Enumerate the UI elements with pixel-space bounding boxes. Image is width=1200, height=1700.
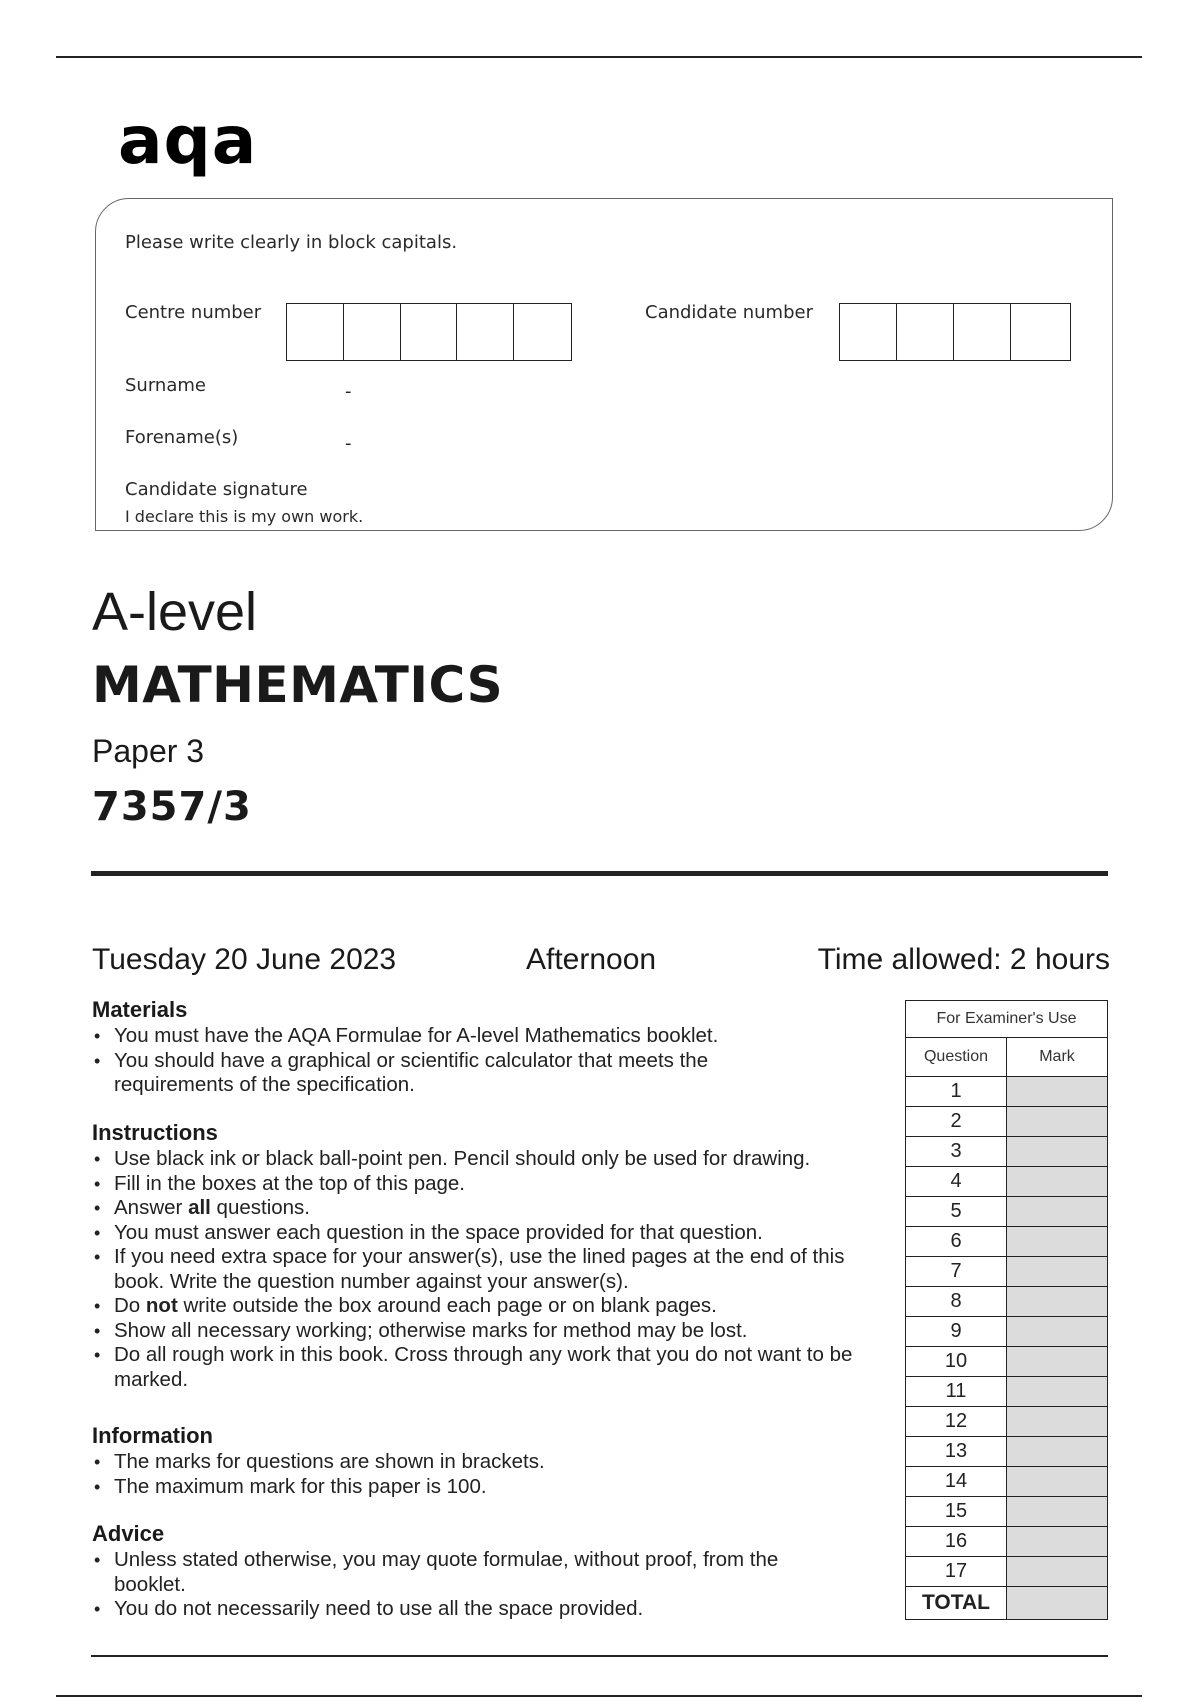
table-row [906, 1197, 1108, 1227]
mark-cell[interactable] [1007, 1347, 1108, 1377]
text-run: write outside the box around each page or on blank pages. [177, 1294, 717, 1318]
question-number-cell: 13 [906, 1437, 1007, 1467]
list-item: • Show all necessary working; otherwise marks for method may be lost. [92, 1319, 892, 1344]
list-item: • Use black ink or black ball-point pen. Pencil should only be used for drawing. [92, 1147, 892, 1172]
subject-title: MATHEMATICS [92, 656, 504, 714]
materials-heading: Materials [92, 997, 188, 1022]
aqa-logo: aqa [118, 102, 258, 179]
question-number-cell: 16 [906, 1527, 1007, 1557]
table-row [906, 1467, 1108, 1497]
total-label: TOTAL [906, 1587, 1007, 1620]
question-number-cell: 14 [906, 1467, 1007, 1497]
question-number-cell: 1 [906, 1077, 1007, 1107]
table-row [906, 1527, 1108, 1557]
table-row [906, 1347, 1108, 1377]
centre-number-digit-box[interactable] [457, 304, 514, 360]
exam-session: Afternoon [526, 943, 657, 976]
list-item: • If you need extra space for your answer(s), use the lined pages at the end of this book. Write the question number against your answer(s). [92, 1245, 854, 1294]
question-number-cell: 3 [906, 1137, 1007, 1167]
mark-cell[interactable] [1007, 1467, 1108, 1497]
table-row [906, 1107, 1108, 1137]
mark-cell[interactable] [1007, 1167, 1108, 1197]
mark-cell[interactable] [1007, 1527, 1108, 1557]
table-row [906, 1227, 1108, 1257]
question-number-cell: 2 [906, 1107, 1007, 1137]
question-number-cell: 11 [906, 1377, 1007, 1407]
list-item: • You do not necessarily need to use all the space provided. [92, 1597, 892, 1622]
list-item [92, 1196, 892, 1221]
list-item: • You should have a graphical or scientific calculator that meets the requirements of the specification. [92, 1049, 764, 1098]
question-number-cell: 17 [906, 1557, 1007, 1587]
question-number-cell: 15 [906, 1497, 1007, 1527]
list-item [92, 1294, 892, 1319]
examiners-use-title: For Examiner's Use [906, 1001, 1108, 1038]
centre-number-digit-box[interactable] [344, 304, 401, 360]
title-divider [91, 871, 1108, 876]
examiners-use-table [905, 1000, 1108, 1620]
bottom-page-rule [56, 1695, 1142, 1697]
advice-section [92, 1521, 892, 1622]
question-number-cell: 12 [906, 1407, 1007, 1437]
information-section [92, 1423, 892, 1499]
total-row [906, 1587, 1108, 1620]
question-number-cell: 7 [906, 1257, 1007, 1287]
text-run: Answer [114, 1196, 189, 1220]
table-row [906, 1167, 1108, 1197]
question-number-cell: 4 [906, 1167, 1007, 1197]
candidate-number-digit-box[interactable] [1011, 304, 1068, 360]
information-heading: Information [92, 1423, 213, 1448]
declaration-text: I declare this is my own work. [125, 507, 364, 526]
text-run: questions. [210, 1196, 311, 1220]
instructions-section [92, 1120, 892, 1392]
candidate-signature-label: Candidate signature [125, 479, 308, 500]
mark-cell[interactable] [1007, 1197, 1108, 1227]
paper-code: 7357/3 [92, 784, 252, 830]
list-item: • Fill in the boxes at the top of this page. [92, 1172, 892, 1197]
table-row [906, 1257, 1108, 1287]
materials-section [92, 997, 892, 1098]
candidate-number-label: Candidate number [645, 302, 813, 323]
list-item: • Do all rough work in this book. Cross through any work that you do not want to be marked. [92, 1343, 894, 1392]
table-row [906, 1377, 1108, 1407]
question-number-cell: 10 [906, 1347, 1007, 1377]
instructions-list [92, 1147, 892, 1392]
centre-number-digit-box[interactable] [514, 304, 571, 360]
mark-cell[interactable] [1007, 1407, 1108, 1437]
mark-cell[interactable] [1007, 1557, 1108, 1587]
question-number-cell: 5 [906, 1197, 1007, 1227]
mark-cell[interactable] [1007, 1377, 1108, 1407]
mark-cell[interactable] [1007, 1497, 1108, 1527]
list-item: • You must answer each question in the space provided for that question. [92, 1221, 892, 1246]
text-run: Do [114, 1294, 146, 1318]
table-row [906, 1287, 1108, 1317]
emphasis-text: not [145, 1294, 178, 1318]
table-row [906, 1317, 1108, 1347]
candidate-number-digit-box[interactable] [840, 304, 897, 360]
advice-heading: Advice [92, 1521, 165, 1546]
candidate-number-boxes[interactable] [839, 303, 1071, 361]
forenames-label: Forename(s) [125, 427, 239, 448]
emphasis-text: all [188, 1196, 211, 1220]
table-row [906, 1497, 1108, 1527]
block-capitals-instruction: Please write clearly in block capitals. [125, 232, 458, 253]
candidate-number-digit-box[interactable] [954, 304, 1011, 360]
question-number-cell: 6 [906, 1227, 1007, 1257]
qualification-level: A-level [92, 582, 258, 642]
centre-number-digit-box[interactable] [401, 304, 458, 360]
forenames-field[interactable]: - [345, 433, 352, 454]
list-item: • Unless stated otherwise, you may quote formulae, without proof, from the booklet. [92, 1548, 854, 1597]
mark-cell[interactable] [1007, 1077, 1108, 1107]
mark-cell[interactable] [1007, 1137, 1108, 1167]
candidate-number-digit-box[interactable] [897, 304, 954, 360]
mark-column-header: Mark [1007, 1038, 1108, 1077]
total-mark-cell[interactable] [1007, 1587, 1108, 1620]
table-row [906, 1407, 1108, 1437]
centre-number-label: Centre number [125, 302, 262, 323]
mark-cell[interactable] [1007, 1317, 1108, 1347]
bottom-divider [91, 1655, 1108, 1657]
table-row [906, 1557, 1108, 1587]
table-row [906, 1137, 1108, 1167]
instructions-heading: Instructions [92, 1120, 218, 1145]
time-allowed: Time allowed: 2 hours [817, 943, 1110, 976]
list-item: • The marks for questions are shown in brackets. [92, 1450, 892, 1475]
exam-date: Tuesday 20 June 2023 [92, 943, 397, 976]
materials-list [92, 1024, 892, 1098]
list-item: • The maximum mark for this paper is 100. [92, 1475, 892, 1500]
table-row [906, 1077, 1108, 1107]
mark-cell[interactable] [1007, 1437, 1108, 1467]
surname-field[interactable]: - [345, 381, 352, 402]
top-page-rule [56, 56, 1142, 58]
surname-label: Surname [125, 375, 206, 396]
mark-cell[interactable] [1007, 1227, 1108, 1257]
question-number-cell: 9 [906, 1317, 1007, 1347]
mark-cell[interactable] [1007, 1107, 1108, 1137]
mark-cell[interactable] [1007, 1257, 1108, 1287]
paper-number: Paper 3 [92, 733, 205, 769]
mark-cell[interactable] [1007, 1287, 1108, 1317]
centre-number-digit-box[interactable] [287, 304, 344, 360]
candidate-details-box [95, 198, 1113, 531]
question-number-cell: 8 [906, 1287, 1007, 1317]
table-row [906, 1437, 1108, 1467]
centre-number-boxes[interactable] [286, 303, 572, 361]
list-item: • You must have the AQA Formulae for A-level Mathematics booklet. [92, 1024, 892, 1049]
question-column-header: Question [906, 1038, 1007, 1077]
information-list [92, 1450, 892, 1499]
advice-list [92, 1548, 892, 1622]
